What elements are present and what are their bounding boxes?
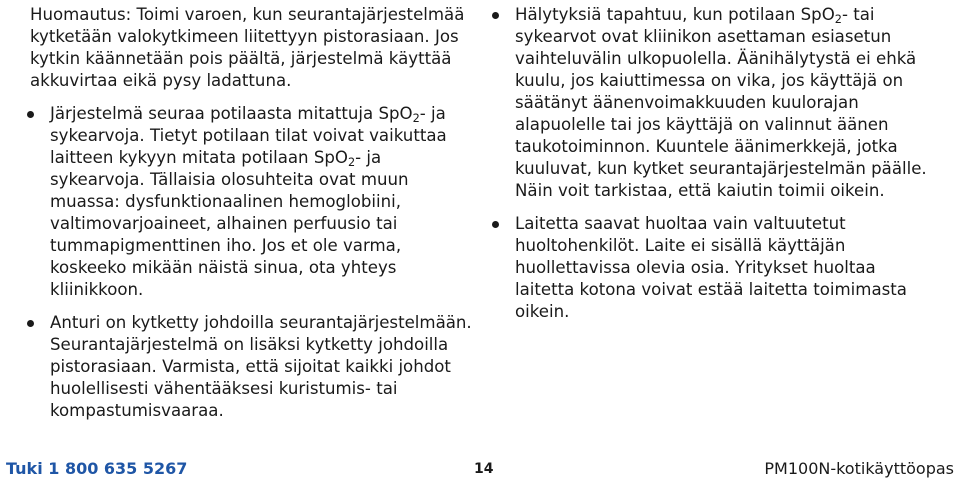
list-item-alarms bbox=[495, 4, 935, 202]
right-column bbox=[495, 4, 935, 334]
text-part: - ja sykearvoja. Tällaisia olosuhteita ovat muun muassa: dysfunktionaalinen hemoglobiini, valtimovarjoaineet, alhainen perfuusio tai tummapigmenttinen iho. Jos et ole varma, koskeeko mikään näistä sinua, ota yhteys kliinikkoon. bbox=[50, 148, 409, 299]
text-part: Anturi on kytketty johdoilla seurantajärjestelmään. Seurantajärjestelmä on lisäksi kytketty johdoilla pistorasiaan. Varmista, että sijoitat kaikki johdot huolellisesti vähentääksesi kuristumis- tai kompastumisvaaraa. bbox=[50, 313, 472, 420]
bullet-icon bbox=[492, 12, 499, 19]
bullet-icon bbox=[27, 320, 34, 327]
bullet-icon bbox=[27, 111, 34, 118]
text-part: Järjestelmä seuraa potilaasta mitattuja SpO bbox=[50, 104, 413, 123]
page-footer bbox=[0, 459, 960, 479]
subscript: 2 bbox=[347, 155, 356, 169]
page-number: 14 bbox=[474, 461, 494, 477]
text-part: Laitetta saavat huoltaa vain valtuutetut huoltohenkilöt. Laite ei sisällä käyttäjän huollettavissa olevia osia. Yritykset huoltaa laitetta kotona voivat estää laitetta toimimasta oikein. bbox=[515, 214, 907, 321]
caution-note: Huomautus: Toimi varoen, kun seurantajärjestelmää kytketään valokytkimeen liitettyyn pistorasiaan. Jos kytkin käännetään pois päältä, järjestelmä käyttää akkuvirtaa eikä pysy ladattuna. bbox=[30, 5, 465, 90]
left-column bbox=[30, 4, 475, 433]
text-part: - tai sykearvot ovat kliinikon asettaman esiasetun vaihteluvälin ulkopuolella. Äänihälytystä ei ehkä kuulu, jos kaiuttimessa on vika, jos käyttäjä on säätänyt äänenvoimakkuuden kuulorajan alapuolelle tai jos käyttäjä on valinnut äänen taukotoiminnon. Kuuntele äänimerkkejä, jotka kuuluvat, kun kytket seurantajärjestelmän päälle. Näin voit tarkistaa, että kaiutin toimii oikein. bbox=[515, 5, 927, 200]
list-item-spo2-monitoring bbox=[30, 103, 475, 301]
support-phone: Tuki 1 800 635 5267 bbox=[6, 459, 188, 478]
bullet-icon bbox=[492, 221, 499, 228]
list-item-service bbox=[495, 213, 935, 323]
text-part: - ja sykearvoja. Tietyt potilaan tilat voivat vaikuttaa laitteen kykyyn mitata potilaan SpO bbox=[50, 104, 447, 167]
subscript: 2 bbox=[834, 12, 842, 26]
text-part: Hälytyksiä tapahtuu, kun potilaan SpO bbox=[515, 5, 835, 24]
list-item-cables bbox=[30, 312, 475, 422]
guide-title: PM100N-kotikäyttöopas bbox=[764, 459, 954, 478]
subscript: 2 bbox=[412, 111, 420, 125]
